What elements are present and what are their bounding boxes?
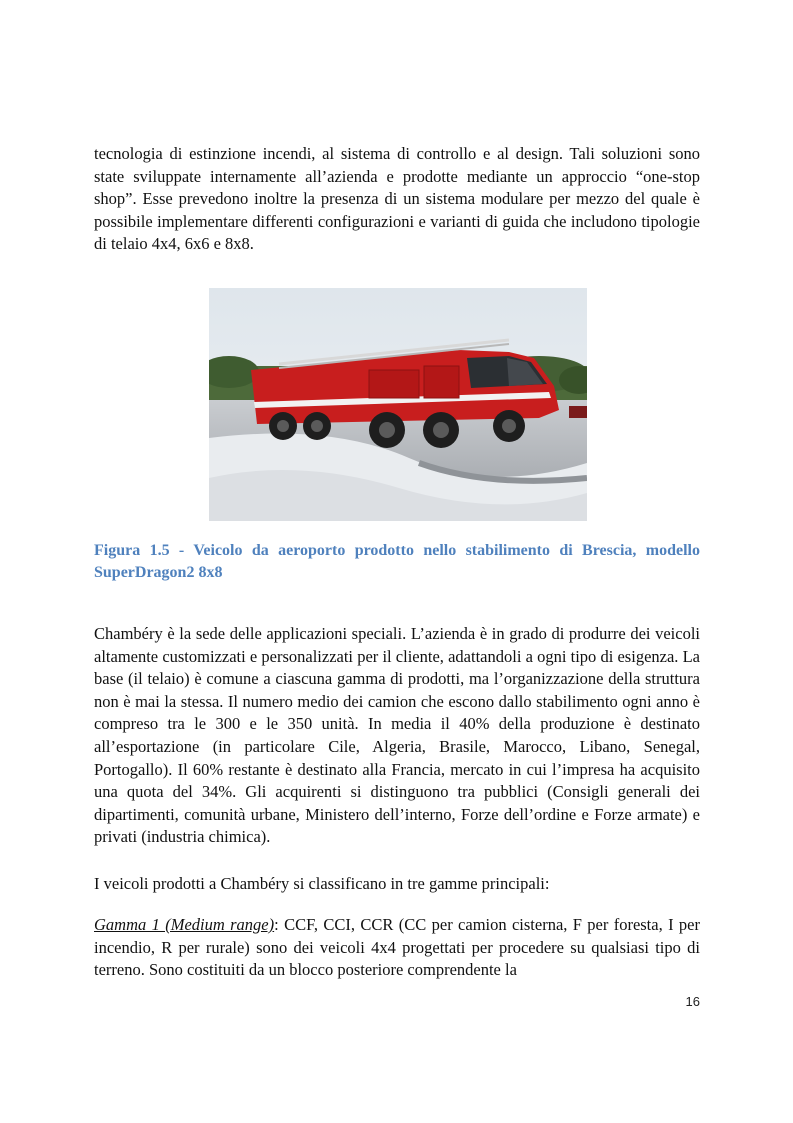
- paragraph-chambery: Chambéry è la sede delle applicazioni speciali. L’azienda è in grado di produrre dei veicoli altamente customizzati e personalizzati per il cliente, adattandoli a ogni tipo di esigenza. La base (il telaio) è comune a ciascuna gamma di prodotti, ma l’organizzazione della struttura non è mai la stessa. Il numero medio dei camion che escono dallo stabilimento ogni anno è compreso tra le 300 e le 350 unità. In media il 40% della produzione è destinato all’esportazione (in particolare Cile, Algeria, Brasile, Marocco, Libano, Senegal, Portogallo). Il 60% restante è destinato alla Francia, mercato in cui l’impresa ha acquisito una quota del 34%. Gli acquirenti si distinguono tra pubblici (Consigli generali dei dipartimenti, comunità urbane, Ministero dell’interno, Forze dell’ordine e Forze armate) e privati (industria chimica).: [94, 624, 700, 847]
- paragraph-intro: tecnologia di estinzione incendi, al sistema di controllo e al design. Tali soluzioni sono state sviluppate internamente all’azienda e prodotte mediante un approccio “one-stop shop”. Esse prevedono inoltre la presenza di un sistema modulare per mezzo del quale è possibile implementare differenti configurazioni e varianti di guida che includono tipologie di telaio 4x4, 6x6 e 8x8.: [94, 144, 700, 254]
- figure-caption: Figura 1.5 - Veicolo da aeroporto prodotto nello stabilimento di Brescia, modello SuperDragon2 8x8: [94, 542, 700, 581]
- paragraph-gamma-1: [94, 914, 700, 982]
- gamma-1-text: : CCF, CCI, CCR (CC per camion cisterna, F per foresta, I per incendio, R per rurale) sono dei veicoli 4x4 progettati per procedere su qualsiasi tipo di terreno. Sono costituiti da un blocco posteriore comprendente la: [94, 915, 700, 980]
- gamma-1-label: Gamma 1 (Medium range): [94, 915, 275, 934]
- page-number: 16: [685, 994, 700, 1009]
- paragraph-gamme-intro: I veicoli prodotti a Chambéry si classificano in tre gamme principali:: [94, 874, 550, 893]
- truck-photo: [209, 288, 587, 521]
- truck-photo-illustration: [209, 288, 587, 521]
